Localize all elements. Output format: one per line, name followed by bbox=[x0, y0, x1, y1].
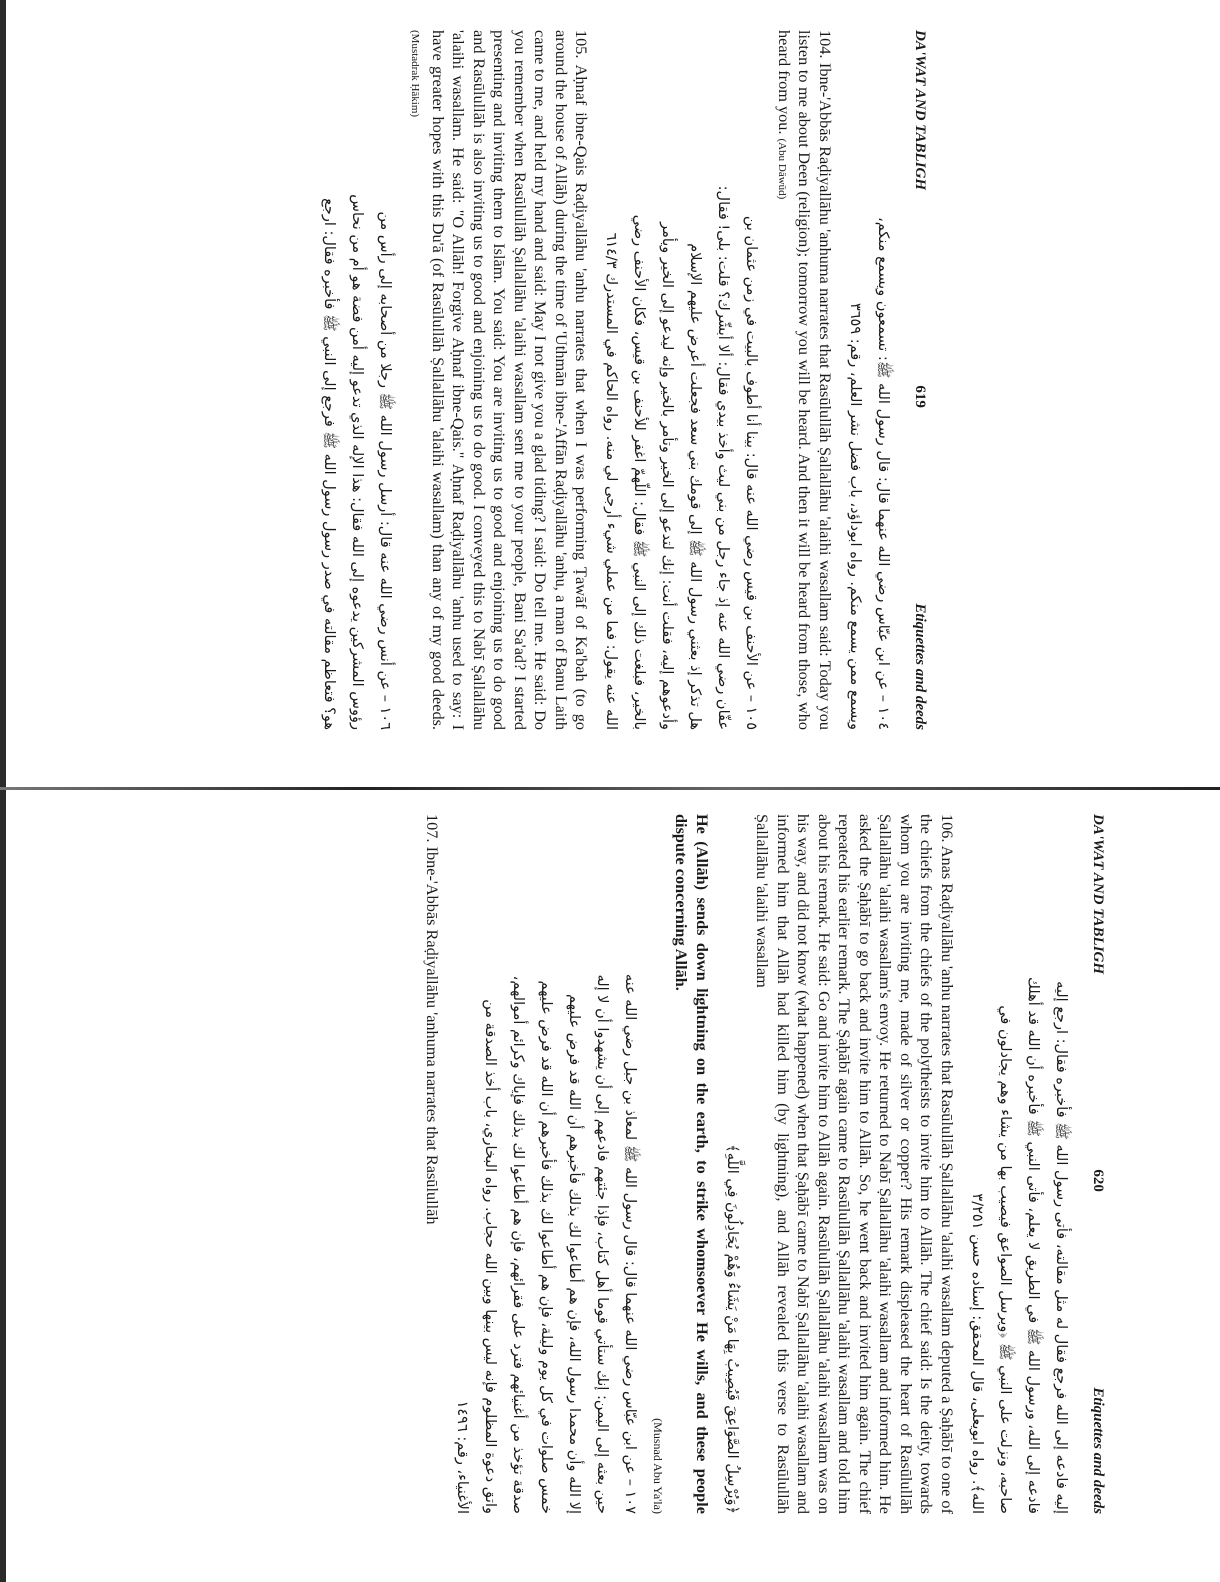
verse-arabic: ﴿وَيُرْسِلُ الصَّوَاعِقَ فَيُصِيبُ بِهَا مَنْ يَشَاءُ وَهُمْ يُجَادِلُونَ فِي اللَّهِ﴾ bbox=[724, 1144, 740, 1514]
arabic-line: ١٠٤ – عن ابن عبّاس رضي الله عنهما قال: قال رسول الله ﷺ: تسمعون ويسمع منكم، bbox=[875, 217, 891, 730]
arabic-line: هل تذكر إذ بعثني رسول الله ﷺ إلى قومك بني سعد فجعلت أعرض عليهم الإسلام bbox=[687, 243, 704, 730]
reference: (Abu Dāwūd) bbox=[776, 138, 788, 200]
running-head: DA'WAT AND TABLIGH bbox=[1090, 814, 1106, 975]
arabic-line: إلا الله وأن محمدا رسول الله، فإن هم أطاعوا لك بذلك فأخبرهم أن الله قد فرض عليهم bbox=[566, 994, 582, 1514]
arabic-line: إليه فادعه إلى الله فرجع فقال له مثل مقالته، فأتى رسول الله ﷺ فأخبره فقال: ارجع إليه bbox=[1053, 981, 1069, 1514]
arabic-line: ١٠٥ – عن الأحنف بن قيس رضي الله عنه قال: بينا أنا أطوف بالبيت في زمن عثمان بن bbox=[743, 215, 760, 730]
running-head-right: Etiquettes and deeds bbox=[1090, 1387, 1106, 1514]
page-number: 619 bbox=[912, 385, 928, 408]
page-divider bbox=[0, 787, 1220, 790]
hadith-107-english: 107. Ibne-'Abbās Raḍiyallāhu 'anhuma narrates that Rasūlullāh bbox=[423, 814, 442, 1225]
hadith-106-english: 106. Anas Raḍiyallāhu 'anhu narrates that Rasūlullāh Ṣallallāhu 'alaihi wasallam deputed a Ṣaḥābī to one of the chiefs from the chiefs of the polytheists to invite him to Allāh. The chief said: Is the deity, towards whom you are inviting me, made of silver or copper? His remark displeased the heart of Rasūlullāh Ṣallallāhu 'alaihi wasallam's envoy. He returned to Nabī Ṣallallāhu 'alaihi wasallam and informed him. He asked the Ṣaḥābī to go back and invite him to Allāh. So, he went back and invited him again. The chief repeated his earlier remark. The Ṣaḥābī again came to Rasūlullāh Ṣallallāhu 'alaihi wasallam and told him about his remark. He said: Go and invite him to Allāh again. Rasūlullāh Ṣallallāhu 'alaihi wasallam was on his way, and did not know (what happened) when that Ṣaḥābī came to Nabī Ṣallallāhu 'alaihi wasallam and informed him that Allāh had killed him (by lightning), and Allāh revealed this verse to Rasūlullāh Ṣallallāhu 'alaihi wasallam bbox=[753, 814, 957, 1514]
english-text: 105. Aḥnaf ibne-Qais Raḍiyallāhu 'anhu narrates that when I was performing Ṭawāf of Ka'bah (to go around the house of Allāh) during the time of 'Uthmān ibne-'Affān Raḍiyallāhu 'anhu, a man of Banu Laith came to me, and held my hand and said: May I not give you a glad tiding? I said: Do tell me. He said: Do you remember when Rasūlullāh Ṣallallāhu 'alaihi wasallam sent me to your people, Bani Sa'ad? I started presenting and inviting them to Islām. You said: You are inviting us to good and enjoining us to do good and Rasūlullāh is also inviting us to good and enjoining us to do good. I conveyed this to Nabī Ṣallallāhu 'alaihi wasallam. He said: "O Allāh! Forgive Aḥnaf ibne-Qais." Aḥnaf Raḍiyallāhu 'anhu used to say: I have greater hopes with this Du'ā (of Rasūlullāh Ṣallallāhu 'alaihi wasallam) than any of my good deeds. bbox=[429, 30, 592, 730]
hadith-106-arabic-start bbox=[315, 30, 399, 730]
arabic-line: خمس صلوات في كل يوم وليلة، فإن هم أطاعوا لك بذلك فأخبرهم أن الله قد فرض عليهم bbox=[538, 980, 554, 1514]
arabic-line: فادعه إلى الله، ورسول الله ﷺ في الطريق لا يعلم، فأتى النبي ﷺ فأخبره أن الله قد أهلك bbox=[1025, 977, 1041, 1514]
arabic-line: ١٠٧ – عن ابن عبّاس رضي الله عنهما قال: قال رسول الله ﷺ لمعاذ بن جبل رضي الله عنه bbox=[622, 973, 638, 1514]
hadith-104-arabic bbox=[841, 30, 897, 730]
arabic-line: الله عنه يقول: فما من عملي شيء أرجى لي منه. رواه الحاكم في المستدرك ٦١٤/٣ bbox=[603, 232, 620, 730]
arabic-line: ١٠٦ – عن أنس رضي الله عنه قال: أرسل رسول الله ﷺ رجلا من أصحابه إلى رأس من bbox=[377, 211, 393, 730]
hadith-107-arabic bbox=[448, 814, 644, 1514]
page-620 bbox=[0, 804, 1120, 1524]
arabic-line: وأدعوهم إليه، فقلت أنت: إنك لتدعو إلى الخير وتأمر بالخير وإنه ليدعو إلى الخير ويأمر bbox=[659, 222, 676, 730]
page-number: 620 bbox=[1090, 1169, 1106, 1192]
arabic-line: واتق دعوة المظلوم فإنه ليس بينها وبين الله حجاب. رواه البخاري، باب أخذ الصدقة من bbox=[482, 999, 498, 1514]
arabic-line: عفّان رضي الله عنه إذ جاء رجل من بني ليث وأخذ بيدي فقال: ألا أبشّرك؟ قلت: بلى! فقال: bbox=[715, 185, 732, 730]
arabic-line: رؤوس المشركين يدعوه إلى الله فقال: هذا الإله الذي تدعو إليه أمن فضة هو أم من نحاس bbox=[349, 194, 365, 730]
arabic-line: الأغنياء، رقم: ١٤٩٦ bbox=[454, 1400, 470, 1514]
running-head-right: Etiquettes and deeds bbox=[912, 603, 928, 730]
hadith-105-english bbox=[405, 30, 592, 730]
running-head: DA'WAT AND TABLIGH bbox=[912, 30, 928, 191]
page-header bbox=[1089, 814, 1106, 1514]
arabic-line: ويسمع ممن يسمع منكم. رواه ابوداؤد، باب فضل نشر العلم، رقم: ٣٦٥٩ bbox=[847, 302, 863, 730]
verse-reference: (Musnad Abu Ya'la) bbox=[651, 1418, 665, 1514]
hadith-106-arabic-cont bbox=[963, 814, 1075, 1514]
page-619 bbox=[0, 20, 942, 740]
arabic-line: صدقة تؤخذ من أغنيائهم فترد على فقرائهم، فإن هم أطاعوا لك بذلك فإياك وكرائم أموالهم، bbox=[510, 975, 526, 1514]
arabic-line: حين بعثه إلى اليمن: إنك ستأتي قوما أهل كتاب، فإذا جئتهم فادعهم إلى أن يشهدوا أن لا إله bbox=[594, 974, 610, 1514]
arabic-line: هو؟ فتعاظم مقالته في صدر رسول رسول الله ﷺ فرجع إلى النبي ﷺ فأخبره فقال: ارجع bbox=[321, 198, 337, 730]
hadith-105-arabic bbox=[598, 30, 766, 730]
verse-english: He (Allāh) sends down lightning on the earth, to strike whomsoever He wills, and these people dispute concerning Allāh. bbox=[672, 814, 712, 1514]
page-header bbox=[911, 30, 928, 730]
hadith-104-english bbox=[772, 30, 836, 730]
arabic-line: الله﴾. رواه ابويعلى، قال المحقق: إسناده حسن ٣/٢٥١ bbox=[969, 1193, 985, 1514]
reference: (Mustadrak Ḥākim) bbox=[409, 30, 422, 118]
arabic-line: صاحبه، ونزلت على النبي ﷺ ﴿ويرسل الصواعق فيصيب بها من يشاء وهم يجادلون في bbox=[997, 1005, 1013, 1514]
arabic-line: بالخير، فبلغت ذلك إلى النبي ﷺ فقال: اللّهمّ اغفر للأحنف بن قيس، فكان الأحنف رضي bbox=[631, 214, 648, 730]
english-text: 104. Ibne-'Abbās Raḍiyallāhu 'anhuma narrates that Rasūlullāh Ṣallallāhu 'alaihi wasallam said: Today you listen to me about Deen (religion); tomorrow you will be heard. And then it will be heard from those, who heard from you. bbox=[775, 30, 835, 730]
